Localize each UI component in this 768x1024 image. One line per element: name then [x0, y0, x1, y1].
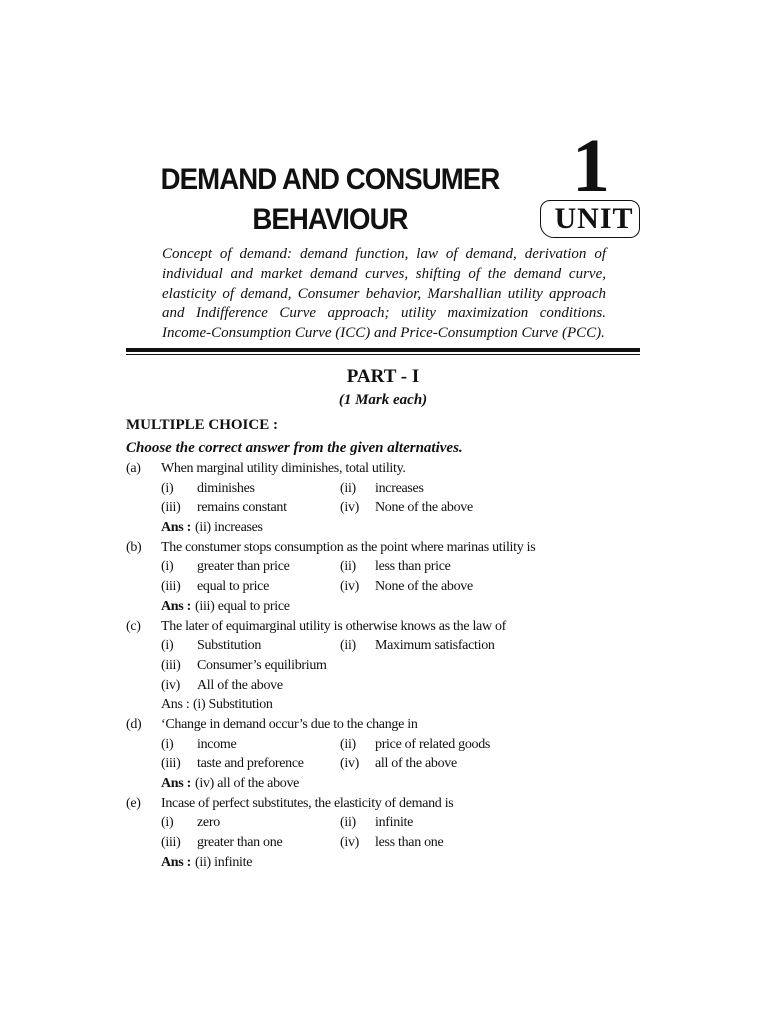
option-text: remains constant [197, 500, 287, 516]
answer-text: (ii) increases [195, 520, 263, 536]
option-number: (iii) [161, 756, 181, 772]
option-row [0, 833, 768, 853]
unit-label: UNIT [554, 202, 634, 235]
option-number: (iv) [340, 835, 360, 851]
option-number: (ii) [340, 638, 356, 654]
answer-prefix: Ans : [161, 598, 192, 614]
option-number: (i) [161, 638, 174, 654]
chapter-intro: Concept of demand: demand function, law of demand, derivation of individual and market demand curves, shifting of the demand curve, elasticity of demand, Consumer behavior, Marshallian utility approach and Indifference Curve approach; utility maximization conditions. Income-Consumption Curve (ICC) and Price-Consumption Curve (PCC). [162, 246, 606, 342]
option-text: None of the above [375, 500, 473, 516]
option-row [0, 676, 768, 696]
option-number: (ii) [340, 559, 356, 575]
question-label: (a) [126, 461, 141, 476]
chapter-title [137, 160, 523, 240]
option-text: taste and preforence [197, 756, 304, 772]
question-text: The later of equimarginal utility is otherwise knows as the law of [161, 618, 507, 634]
option-row [0, 813, 768, 833]
question-label: (e) [126, 795, 141, 811]
part-title: PART - I [346, 366, 420, 387]
question-text: When marginal utility diminishes, total utility. [161, 461, 406, 476]
option-text: diminishes [197, 480, 255, 496]
part-subtitle: (1 Mark each) [338, 392, 428, 408]
divider-thin [126, 354, 640, 355]
question-text: The constumer stops consumption as the point where marinas utility is [161, 539, 536, 555]
answer-row [0, 774, 768, 794]
answer-text: (iii) equal to price [195, 598, 290, 614]
answer-prefix: Ans : [161, 854, 192, 870]
question-row [0, 794, 768, 814]
option-row [0, 498, 768, 518]
chapter-title-line1: DEMAND AND CONSUMER [160, 163, 500, 196]
answer-prefix: Ans : [161, 697, 190, 713]
option-number: (iii) [161, 657, 181, 673]
question-text: ‘Change in demand occur’s due to the change in [161, 716, 418, 732]
option-row [0, 754, 768, 774]
question-row [0, 538, 768, 558]
section-instruction: Choose the correct answer from the given alternatives. [126, 440, 463, 456]
question-row [0, 715, 768, 735]
option-number: (iv) [340, 500, 360, 516]
question-label: (b) [126, 539, 142, 555]
option-row [0, 479, 768, 499]
question-list [0, 459, 768, 872]
answer-row [0, 518, 768, 538]
option-text: Substitution [197, 638, 262, 654]
option-number: (iii) [161, 579, 181, 595]
option-text: income [197, 736, 237, 752]
question-text: Incase of perfect substitutes, the elasticity of demand is [161, 795, 454, 811]
option-row [0, 636, 768, 656]
option-number: (i) [161, 559, 174, 575]
option-text: infinite [375, 815, 414, 831]
option-number: (ii) [340, 480, 356, 496]
option-text: zero [197, 815, 220, 831]
answer-text: (i) Substitution [193, 697, 273, 713]
option-text: greater than price [197, 559, 290, 575]
answer-prefix: Ans : [161, 520, 192, 536]
section-heading: MULTIPLE CHOICE : [126, 417, 278, 433]
option-number: (iii) [161, 835, 181, 851]
option-text: Maximum satisfaction [375, 638, 495, 654]
question-row [0, 459, 768, 479]
option-number: (iii) [161, 500, 181, 516]
option-number: (i) [161, 480, 174, 496]
option-row [0, 577, 768, 597]
answer-row [0, 853, 768, 873]
divider-thick [126, 348, 640, 352]
option-text: less than one [375, 835, 444, 851]
option-number: (iv) [161, 677, 181, 693]
option-text: price of related goods [375, 736, 491, 752]
option-number: (iv) [340, 579, 360, 595]
option-text: equal to price [197, 579, 269, 595]
option-text: increases [375, 480, 424, 496]
option-text: All of the above [197, 677, 283, 693]
question-row [0, 617, 768, 637]
answer-row [0, 695, 768, 715]
question-label: (d) [126, 716, 142, 732]
option-text: all of the above [375, 756, 457, 772]
option-row [0, 735, 768, 755]
option-row [0, 656, 768, 676]
question-label: (c) [126, 618, 141, 634]
option-number: (ii) [340, 736, 356, 752]
option-number: (i) [161, 736, 174, 752]
answer-prefix: Ans : [161, 776, 192, 791]
answer-text: (ii) infinite [195, 854, 253, 870]
answer-text: (iv) all of the above [195, 776, 300, 791]
option-row [0, 557, 768, 577]
option-text: greater than one [197, 835, 283, 851]
chapter-title-line2: BEHAVIOUR [252, 203, 408, 236]
option-number: (ii) [340, 815, 356, 831]
option-text: less than price [375, 559, 451, 575]
option-number: (iv) [340, 756, 360, 772]
unit-number: 1 [572, 124, 610, 208]
option-number: (i) [161, 815, 174, 831]
answer-row [0, 597, 768, 617]
option-text: Consumer’s equilibrium [197, 657, 327, 673]
option-text: None of the above [375, 579, 473, 595]
